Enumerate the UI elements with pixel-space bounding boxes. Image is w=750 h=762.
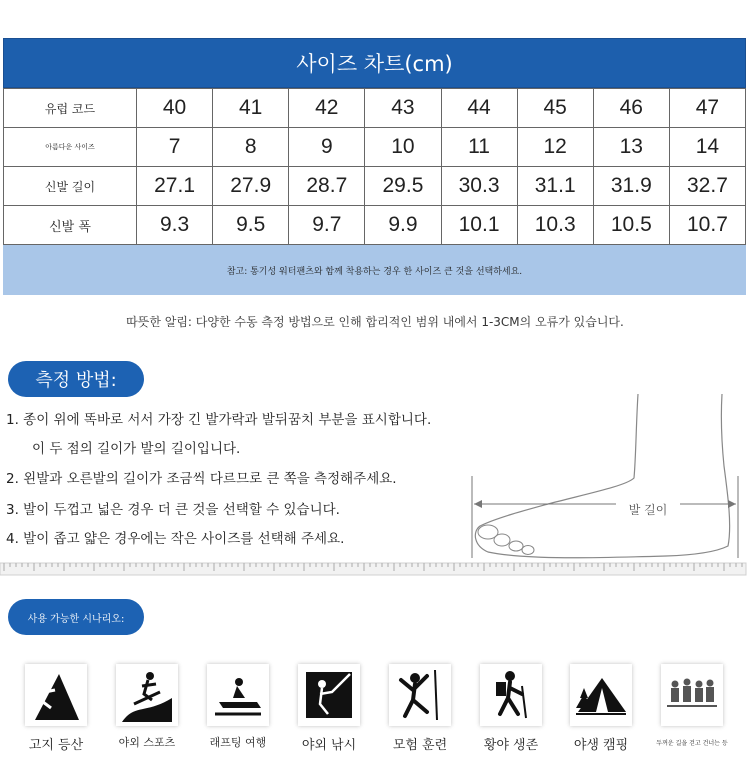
table-cell: 9.9: [365, 206, 441, 245]
toe-shape: [494, 534, 510, 546]
step-4: 4. 발이 좁고 얇은 경우에는 작은 사이즈를 선택해 주세요.: [6, 531, 345, 547]
scenario-label: 모험 훈련: [392, 738, 448, 753]
scenario-label: 래프팅 여행: [209, 736, 267, 749]
scenario-item: [650, 664, 734, 747]
step-1-continued: 이 두 점의 길이가 발의 길이입니다.: [32, 441, 241, 457]
table-cell: 12: [517, 128, 593, 167]
table-cell: 30.3: [441, 167, 517, 206]
table-cell: 9: [289, 128, 365, 167]
hiker-icon: [480, 664, 542, 726]
scenario-item: [287, 664, 371, 753]
table-cell: 10.7: [669, 206, 745, 245]
table-cell: 27.1: [137, 167, 213, 206]
scenario-item: [196, 664, 280, 750]
table-cell: 32.7: [669, 167, 745, 206]
row-label: 유럽 코드: [4, 89, 137, 128]
scenario-label: 황야 생존: [483, 738, 539, 753]
group-hike-icon: [661, 664, 723, 726]
scenarios-heading: 사용 가능한 시나리오:: [8, 599, 144, 635]
table-row: [4, 206, 746, 245]
table-row: [4, 167, 746, 206]
table-cell: 44: [441, 89, 517, 128]
toe-shape: [509, 541, 523, 551]
foot-outline: [475, 394, 729, 558]
table-cell: 42: [289, 89, 365, 128]
scenario-label: 고지 등산: [28, 738, 84, 753]
fishing-icon: [298, 664, 360, 726]
scenario-item: [378, 664, 462, 753]
table-cell: 9.3: [137, 206, 213, 245]
table-cell: 28.7: [289, 167, 365, 206]
snowboard-icon: [116, 664, 178, 726]
row-label: 아름다운 사이즈: [4, 128, 137, 167]
scenario-label: 야생 캠핑: [573, 738, 629, 753]
scenario-item: [105, 664, 189, 750]
rock-climber-icon: [389, 664, 451, 726]
table-cell: 9.5: [213, 206, 289, 245]
row-label: 신발 길이: [4, 167, 137, 206]
size-table: [3, 88, 746, 245]
snowmobile-icon: [207, 664, 269, 726]
table-cell: 7: [137, 128, 213, 167]
climbing-icon: [25, 664, 87, 726]
table-cell: 10.1: [441, 206, 517, 245]
scenario-label: 야외 스포츠: [118, 736, 176, 749]
table-cell: 47: [669, 89, 745, 128]
table-cell: 45: [517, 89, 593, 128]
arrow-head-right: [728, 500, 736, 508]
table-cell: 31.9: [593, 167, 669, 206]
step-3: 3. 발이 두껍고 넓은 경우 더 큰 것을 선택할 수 있습니다.: [6, 502, 340, 518]
table-row: [4, 89, 746, 128]
scenario-label: 야외 낚시: [301, 738, 357, 753]
table-cell: 46: [593, 89, 669, 128]
table-cell: 8: [213, 128, 289, 167]
scenario-item: [469, 664, 553, 753]
table-cell: 31.1: [517, 167, 593, 206]
table-cell: 9.7: [289, 206, 365, 245]
table-cell: 40: [137, 89, 213, 128]
table-cell: 10.5: [593, 206, 669, 245]
size-chart: [3, 38, 746, 295]
toe-shape: [522, 546, 534, 555]
table-cell: 13: [593, 128, 669, 167]
table-cell: 43: [365, 89, 441, 128]
warm-notice: 따뜻한 알림: 다양한 수동 측정 방법으로 인해 합리적인 범위 내에서 1-3CM의 오류가 있습니다.: [126, 315, 624, 329]
foot-length-label: 발 길이: [628, 503, 668, 517]
scenario-list: [0, 664, 750, 762]
table-cell: 10: [365, 128, 441, 167]
foot-diagram: [466, 386, 750, 564]
table-cell: 14: [669, 128, 745, 167]
table-cell: 27.9: [213, 167, 289, 206]
table-row: [4, 128, 746, 167]
size-note: 참고: 통기성 워터팬츠와 함께 착용하는 경우 한 사이즈 큰 것을 선택하세요.: [3, 245, 746, 295]
scenario-item: [14, 664, 98, 753]
step-2: 2. 왼발과 오른발의 길이가 조금씩 다르므로 큰 쪽을 측정해주세요.: [6, 471, 397, 487]
table-cell: 29.5: [365, 167, 441, 206]
arrow-head-left: [474, 500, 482, 508]
measure-heading: 측정 방법:: [8, 361, 144, 397]
step-1: 1. 종이 위에 똑바로 서서 가장 긴 발가락과 발뒤꿈치 부분을 표시합니다.: [6, 412, 432, 428]
size-chart-title: 사이즈 차트(cm): [3, 38, 746, 88]
scenario-item: [559, 664, 643, 753]
table-cell: 11: [441, 128, 517, 167]
table-cell: 41: [213, 89, 289, 128]
row-label: 신발 폭: [4, 206, 137, 245]
ruler: [0, 560, 750, 578]
table-cell: 10.3: [517, 206, 593, 245]
scenario-label: 두꺼운 길을 걷고 건너는 등: [656, 740, 728, 747]
tent-icon: [570, 664, 632, 726]
